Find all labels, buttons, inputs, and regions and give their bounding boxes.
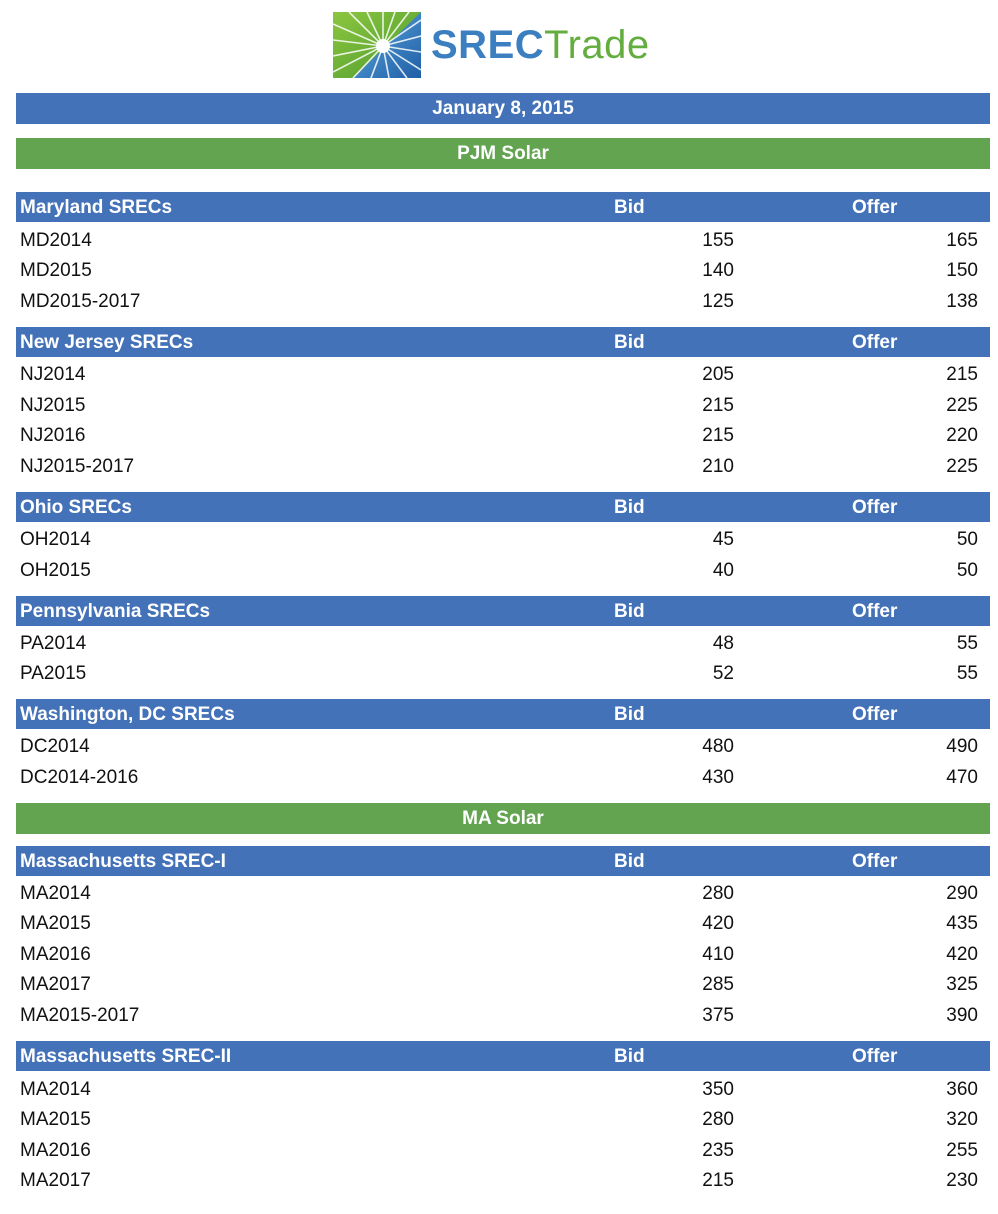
table-row xyxy=(16,908,990,938)
table-row xyxy=(16,524,990,554)
row-name: NJ2015 xyxy=(20,395,86,416)
row-bid: 215 xyxy=(702,425,734,446)
row-name: DC2014-2016 xyxy=(20,767,139,788)
group-banner-ma-solar: MA Solar xyxy=(16,803,990,834)
bid-column-header: Bid xyxy=(614,851,645,872)
row-name: MD2015-2017 xyxy=(20,291,141,312)
row-offer: 165 xyxy=(946,230,978,251)
row-offer: 220 xyxy=(946,425,978,446)
table-row xyxy=(16,420,990,450)
row-offer: 290 xyxy=(946,883,978,904)
bid-column-header: Bid xyxy=(614,497,645,518)
table-row xyxy=(16,1074,990,1104)
row-bid: 215 xyxy=(702,395,734,416)
row-bid: 285 xyxy=(702,974,734,995)
row-offer: 390 xyxy=(946,1005,978,1026)
table-row xyxy=(16,225,990,255)
table-row xyxy=(16,731,990,761)
row-offer: 255 xyxy=(946,1140,978,1161)
row-name: MA2017 xyxy=(20,1170,91,1191)
table-header-massachusetts-srec-i xyxy=(16,846,990,876)
table-row xyxy=(16,628,990,658)
offer-column-header: Offer xyxy=(852,497,898,518)
bid-column-header: Bid xyxy=(614,704,645,725)
row-offer: 225 xyxy=(946,395,978,416)
table-row xyxy=(16,1165,990,1195)
row-bid: 140 xyxy=(702,260,734,281)
row-bid: 430 xyxy=(702,767,734,788)
table-header-ohio xyxy=(16,492,990,522)
table-row xyxy=(16,555,990,585)
srectrade-logo xyxy=(333,12,650,78)
table-row xyxy=(16,451,990,481)
offer-column-header: Offer xyxy=(852,601,898,622)
row-bid: 52 xyxy=(712,663,734,684)
offer-column-header: Offer xyxy=(852,1046,898,1067)
table-row xyxy=(16,878,990,908)
row-offer: 490 xyxy=(946,736,978,757)
group-banner-pjm-solar: PJM Solar xyxy=(16,138,990,169)
row-name: OH2015 xyxy=(20,560,91,581)
date-banner: January 8, 2015 xyxy=(16,93,990,124)
row-offer: 225 xyxy=(946,456,978,477)
row-offer: 470 xyxy=(946,767,978,788)
table-row xyxy=(16,359,990,389)
row-offer: 320 xyxy=(946,1109,978,1130)
row-bid: 125 xyxy=(702,291,734,312)
row-offer: 215 xyxy=(946,364,978,385)
row-bid: 215 xyxy=(702,1170,734,1191)
table-row xyxy=(16,1000,990,1030)
table-title: Massachusetts SREC-II xyxy=(20,1046,232,1067)
row-name: MA2016 xyxy=(20,1140,91,1161)
row-name: MA2015 xyxy=(20,913,91,934)
row-offer: 138 xyxy=(946,291,978,312)
row-bid: 480 xyxy=(702,736,734,757)
table-row xyxy=(16,286,990,316)
row-bid: 410 xyxy=(702,944,734,965)
table-row xyxy=(16,939,990,969)
row-offer: 360 xyxy=(946,1079,978,1100)
sunburst-logo-icon xyxy=(333,12,421,78)
row-bid: 280 xyxy=(702,883,734,904)
row-name: PA2015 xyxy=(20,663,87,684)
row-name: NJ2016 xyxy=(20,425,86,446)
bid-column-header: Bid xyxy=(614,332,645,353)
row-name: MA2015 xyxy=(20,1109,91,1130)
row-bid: 375 xyxy=(702,1005,734,1026)
logo-wordmark xyxy=(431,25,650,65)
logo-text-srec: SREC xyxy=(431,23,545,67)
row-offer: 420 xyxy=(946,944,978,965)
row-offer: 55 xyxy=(956,663,978,684)
table-row xyxy=(16,969,990,999)
table-title: Ohio SRECs xyxy=(20,497,132,518)
table-row xyxy=(16,762,990,792)
table-title: Massachusetts SREC-I xyxy=(20,851,226,872)
row-name: NJ2014 xyxy=(20,364,86,385)
row-offer: 435 xyxy=(946,913,978,934)
row-offer: 325 xyxy=(946,974,978,995)
row-bid: 350 xyxy=(702,1079,734,1100)
offer-column-header: Offer xyxy=(852,332,898,353)
row-name: MD2014 xyxy=(20,230,92,251)
row-name: MA2015-2017 xyxy=(20,1005,140,1026)
bid-column-header: Bid xyxy=(614,197,645,218)
row-offer: 50 xyxy=(956,560,978,581)
bid-column-header: Bid xyxy=(614,601,645,622)
row-name: DC2014 xyxy=(20,736,90,757)
row-bid: 205 xyxy=(702,364,734,385)
row-bid: 420 xyxy=(702,913,734,934)
row-name: MA2014 xyxy=(20,883,91,904)
row-name: MA2017 xyxy=(20,974,91,995)
row-name: MA2014 xyxy=(20,1079,91,1100)
table-header-massachusetts-srec-ii xyxy=(16,1041,990,1071)
row-bid: 48 xyxy=(712,633,734,654)
table-header-pennsylvania xyxy=(16,596,990,626)
table-title: Pennsylvania SRECs xyxy=(20,601,211,622)
row-name: MD2015 xyxy=(20,260,92,281)
row-bid: 280 xyxy=(702,1109,734,1130)
row-offer: 150 xyxy=(946,260,978,281)
offer-column-header: Offer xyxy=(852,704,898,725)
row-name: MA2016 xyxy=(20,944,91,965)
row-bid: 45 xyxy=(712,529,734,550)
row-offer: 230 xyxy=(946,1170,978,1191)
table-row xyxy=(16,390,990,420)
row-name: NJ2015-2017 xyxy=(20,456,135,477)
row-bid: 210 xyxy=(702,456,734,477)
row-name: PA2014 xyxy=(20,633,87,654)
table-header-maryland xyxy=(16,192,990,222)
table-row xyxy=(16,658,990,688)
row-offer: 55 xyxy=(956,633,978,654)
table-header-washington-dc xyxy=(16,699,990,729)
logo-text-trade: Trade xyxy=(544,23,650,67)
offer-column-header: Offer xyxy=(852,851,898,872)
row-offer: 50 xyxy=(956,529,978,550)
table-header-new-jersey xyxy=(16,327,990,357)
table-title: Maryland SRECs xyxy=(20,197,173,218)
row-bid: 235 xyxy=(702,1140,734,1161)
offer-column-header: Offer xyxy=(852,197,898,218)
table-row xyxy=(16,1135,990,1165)
row-bid: 40 xyxy=(712,560,734,581)
table-row xyxy=(16,255,990,285)
row-bid: 155 xyxy=(702,230,734,251)
table-row xyxy=(16,1104,990,1134)
table-title: New Jersey SRECs xyxy=(20,332,194,353)
row-name: OH2014 xyxy=(20,529,91,550)
bid-column-header: Bid xyxy=(614,1046,645,1067)
table-title: Washington, DC SRECs xyxy=(20,704,235,725)
